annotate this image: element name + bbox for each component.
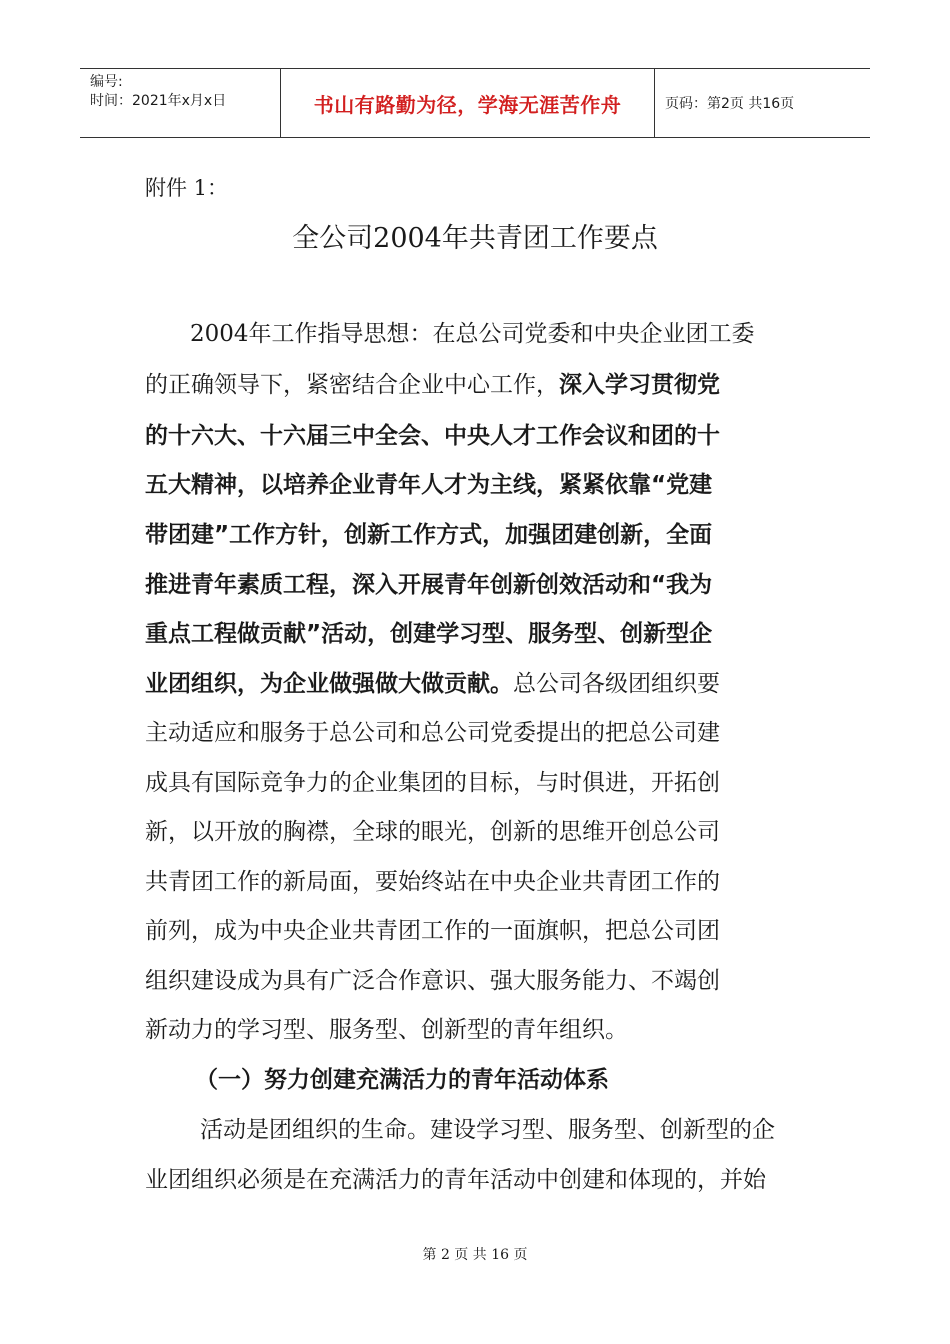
paragraph-line <box>145 669 720 699</box>
paragraph-line: 带团建”工作方针，创新工作方式，加强团建创新，全面 <box>145 522 713 548</box>
paragraph-line: 业团组织必须是在充满活力的青年活动中创建和体现的，并始 <box>145 1167 766 1193</box>
page-footer: 第 2 页 共 16 页 <box>422 1247 528 1263</box>
header-motto-cell <box>280 69 655 137</box>
emphasis-span: 业团组织，为企业做强做大做贡献。 <box>145 671 513 697</box>
header-motto: 书山有路勤为径，学海无涯苦作舟 <box>313 92 622 117</box>
paragraph-line: 活动是团组织的生命。建设学习型、服务型、创新型的企 <box>200 1117 775 1143</box>
document-title: 全公司2004年共青团工作要点 <box>292 223 658 254</box>
header-meta <box>80 69 280 137</box>
paragraph-line: 重点工程做贡献”活动，创建学习型、服务型、创新型企 <box>145 621 713 647</box>
attachment-label: 附件 1： <box>145 176 229 200</box>
paragraph-line: 共青团工作的新局面，要始终站在中央企业共青团工作的 <box>145 869 720 895</box>
header-page-cell <box>655 69 870 137</box>
paragraph-line: 新动力的学习型、服务型、创新型的青年组织。 <box>145 1017 628 1043</box>
paragraph-line: 组织建设成为具有广泛合作意识、强大服务能力、不竭创 <box>145 968 720 994</box>
paragraph-line: 主动适应和服务于总公司和总公司党委提出的把总公司建 <box>145 720 720 746</box>
text-span: 总公司各级团组织要 <box>513 671 720 697</box>
paragraph-line: 新，以开放的胸襟，全球的眼光，创新的思维开创总公司 <box>145 819 720 845</box>
paragraph-line <box>145 370 720 400</box>
page-header <box>80 68 870 138</box>
text-span: 的正确领导下，紧密结合企业中心工作， <box>145 372 559 398</box>
paragraph-line: 2004年工作指导思想：在总公司党委和中央企业团工委 <box>190 321 755 347</box>
paragraph-line: 的十六大、十六届三中全会、中央人才工作会议和团的十 <box>145 423 720 449</box>
paragraph-line: 五大精神，以培养企业青年人才为主线，紧紧依靠“党建 <box>145 472 713 498</box>
emphasis-span: 深入学习贯彻党 <box>559 372 720 398</box>
header-page-number: 页码：第2页 共16页 <box>665 96 795 112</box>
paragraph-line: 成具有国际竞争力的企业集团的目标，与时俱进，开拓创 <box>145 770 720 796</box>
document-number-label: 编号: <box>90 74 123 90</box>
paragraph-line: 前列，成为中央企业共青团工作的一面旗帜，把总公司团 <box>145 918 720 944</box>
section-heading: （一）努力创建充满活力的青年活动体系 <box>195 1067 609 1093</box>
document-time-label: 时间：2021年x月x日 <box>90 93 227 109</box>
paragraph-line: 推进青年素质工程，深入开展青年创新创效活动和“我为 <box>145 572 713 598</box>
